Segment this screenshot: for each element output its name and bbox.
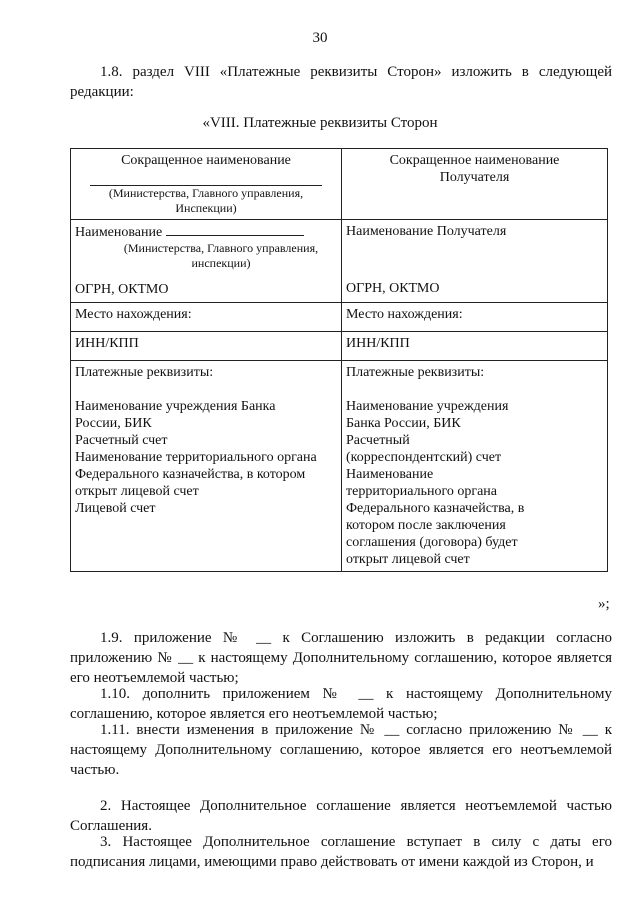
paragraph-1-10-text: 1.10. дополнить приложением № __ к настоящему Дополнительному соглашению, которое является его неотъемлемой частью; — [70, 686, 612, 722]
header-left-title: Сокращенное наименование — [121, 153, 291, 168]
payment-right-line: котором после заключения — [346, 518, 506, 533]
payment-right-line: Банка России, БИК — [346, 416, 461, 431]
name-left-label: Наименование — [75, 225, 163, 240]
paragraph-1-11-text: 1.11. внести изменения в приложение № __ согласно приложению № __ к настоящему Дополнительному соглашению, которое является его неотъемлемой частью. — [70, 722, 612, 778]
location-left-cell — [71, 303, 342, 332]
paragraph-3-text: 3. Настоящее Дополнительное соглашение вступает в силу с даты его подписания лицами, имеющими право действовать от имени каждой из Сторон, и — [70, 834, 612, 870]
page-number: 30 — [312, 30, 328, 46]
payment-left-line: Расчетный счет — [75, 433, 168, 448]
paragraph-2 — [70, 796, 612, 836]
section-title: «VIII. Платежные реквизиты Сторон — [202, 115, 438, 131]
table-row-payment — [71, 361, 608, 572]
name-right-label: Наименование Получателя — [346, 224, 507, 239]
paragraph-1-9-text: 1.9. приложение № __ к Соглашению изложить в редакции согласно приложению № __ к настоящему Дополнительному соглашению, которое является его неотъемлемой частью; — [70, 630, 612, 686]
payment-right-line: открыт лицевой счет — [346, 552, 470, 567]
table-row-inn — [71, 332, 608, 361]
header-right-cell — [342, 149, 608, 220]
table-row-location — [71, 303, 608, 332]
payment-left-label: Платежные реквизиты: — [75, 365, 214, 380]
payment-right-label: Платежные реквизиты: — [346, 365, 485, 380]
payment-right-line: (корреспондентский) счет — [346, 450, 502, 465]
payment-right-cell — [342, 361, 608, 572]
ogrn-left: ОГРН, ОКТМО — [75, 282, 169, 297]
intro-paragraph — [70, 62, 612, 102]
paragraph-1-10 — [70, 684, 612, 724]
ogrn-right: ОГРН, ОКТМО — [346, 281, 440, 296]
payment-left-line: Наименование территориального органа — [75, 450, 317, 465]
payment-left-line: открыт лицевой счет — [75, 484, 199, 499]
payment-left-line: России, БИК — [75, 416, 152, 431]
header-left-cell — [71, 149, 342, 220]
inn-left-label: ИНН/КПП — [75, 336, 139, 351]
table-row-name — [71, 220, 608, 303]
end-quote: »; — [598, 596, 610, 612]
header-right-title: Сокращенное наименование Получателя — [389, 153, 560, 185]
inn-right-label: ИНН/КПП — [346, 336, 410, 351]
requisites-table — [70, 148, 608, 572]
name-right-cell — [342, 220, 608, 303]
payment-right-line: территориального органа — [346, 484, 498, 499]
location-left-label: Место нахождения: — [75, 307, 192, 322]
table-row-header — [71, 149, 608, 220]
payment-right-line: Наименование — [346, 467, 434, 482]
payment-right-line: Расчетный — [346, 433, 410, 448]
name-left-blank-line — [166, 223, 304, 236]
payment-right-line: Наименование учреждения — [346, 399, 509, 414]
paragraph-1-11 — [70, 720, 612, 780]
name-left-cell — [71, 220, 342, 303]
intro-text: раздел VIII «Платежные реквизиты Сторон» изложить в следующей редакции: — [70, 64, 612, 100]
name-left-line — [75, 223, 337, 241]
location-right-cell — [342, 303, 608, 332]
name-left-note: (Министерства, Главного управления, инспекции) — [123, 241, 319, 270]
paragraph-1-9 — [70, 628, 612, 688]
header-left-blank-line — [90, 175, 322, 186]
intro-number: 1.8. — [100, 64, 123, 80]
payment-left-line: Наименование учреждения Банка — [75, 399, 276, 414]
payment-left-line: Лицевой счет — [75, 501, 156, 516]
paragraph-2-text: 2. Настоящее Дополнительное соглашение является неотъемлемой частью Соглашения. — [70, 798, 612, 834]
payment-left-line: Федерального казначейства, в котором — [75, 467, 306, 482]
paragraph-3 — [70, 832, 612, 872]
header-left-note: (Министерства, Главного управления, Инспекции) — [108, 186, 304, 215]
inn-left-cell — [71, 332, 342, 361]
payment-right-line: соглашения (договора) будет — [346, 535, 518, 550]
payment-right-line: Федерального казначейства, в — [346, 501, 525, 516]
inn-right-cell — [342, 332, 608, 361]
location-right-label: Место нахождения: — [346, 307, 463, 322]
payment-left-cell — [71, 361, 342, 572]
